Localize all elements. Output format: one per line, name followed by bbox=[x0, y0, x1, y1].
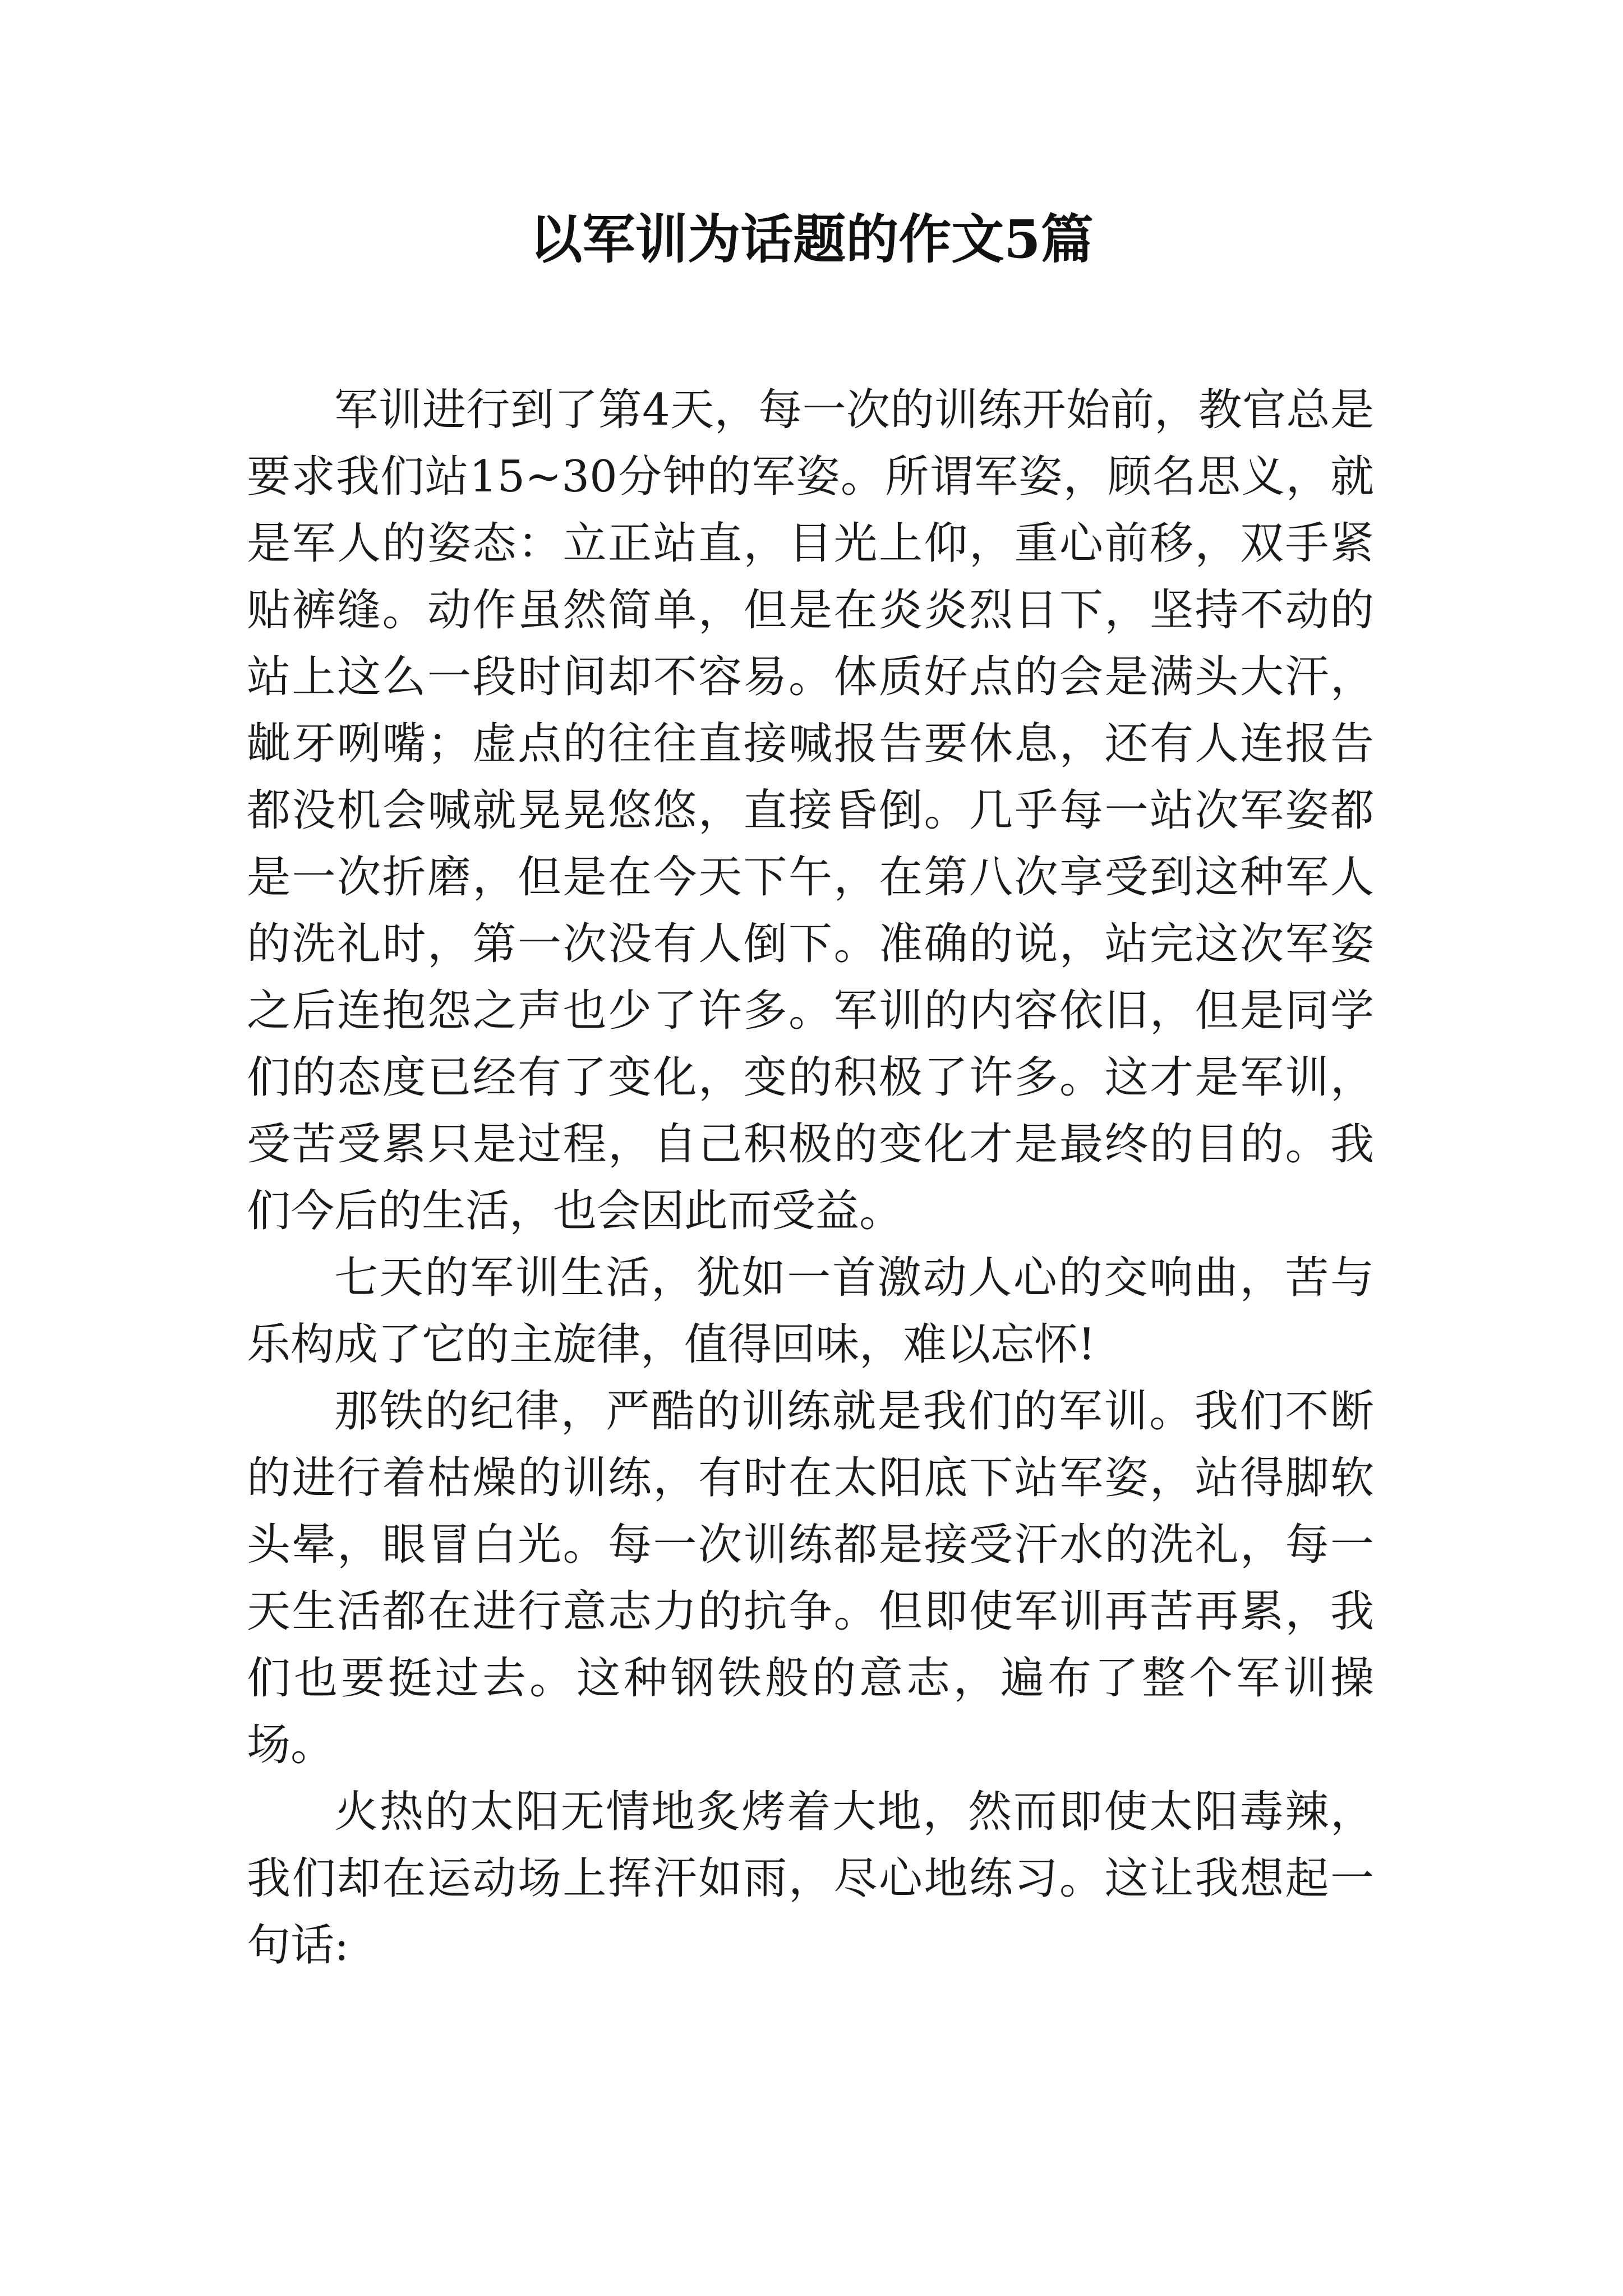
document-title: 以军训为话题的作文5篇 bbox=[529, 209, 1094, 270]
paragraph: 军训进行到了第4天，每一次的训练开始前，教官总是要求我们站15~30分钟的军姿。所谓军姿，顾名思义，就是军人的姿态：立正站直，目光上仰，重心前移，双手紧贴裤缝。动作虽然简单，但是在炎炎烈日下，坚持不动的站上这么一段时间却不容易。体质好点的会是满头大汗，龇牙咧嘴；虚点的往往直接喊报告要休息，还有人连报告都没机会喊就晃晃悠悠，直接昏倒。几乎每一站次军姿都是一次折磨，但是在今天下午，在第八次享受到这种军人的洗礼时，第一次没有人倒下。准确的说，站完这次军姿之后连抱怨之声也少了许多。军训的内容依旧，但是同学们的态度已经有了变化，变的积极了许多。这才是军训，受苦受累只是过程，自己积极的变化才是最终的目的。我们今后的生活，也会因此而受益。 bbox=[247, 385, 1374, 1236]
document-body bbox=[247, 377, 1374, 1979]
paragraph: 七天的军训生活，犹如一首激动人心的交响曲，苦与乐构成了它的主旋律，值得回味，难以忘怀! bbox=[247, 1253, 1374, 1370]
paragraph: 火热的太阳无情地炙烤着大地，然而即使太阳毒辣，我们却在运动场上挥汗如雨，尽心地练习。这让我想起一句话: bbox=[247, 1787, 1374, 1971]
paragraph: 那铁的纪律，严酷的训练就是我们的军训。我们不断的进行着枯燥的训练，有时在太阳底下站军姿，站得脚软头晕，眼冒白光。每一次训练都是接受汗水的洗礼，每一天生活都在进行意志力的抗争。但即使军训再苦再累，我们也要挺过去。这种钢铁般的意志，遍布了整个军训操场。 bbox=[247, 1386, 1374, 1770]
